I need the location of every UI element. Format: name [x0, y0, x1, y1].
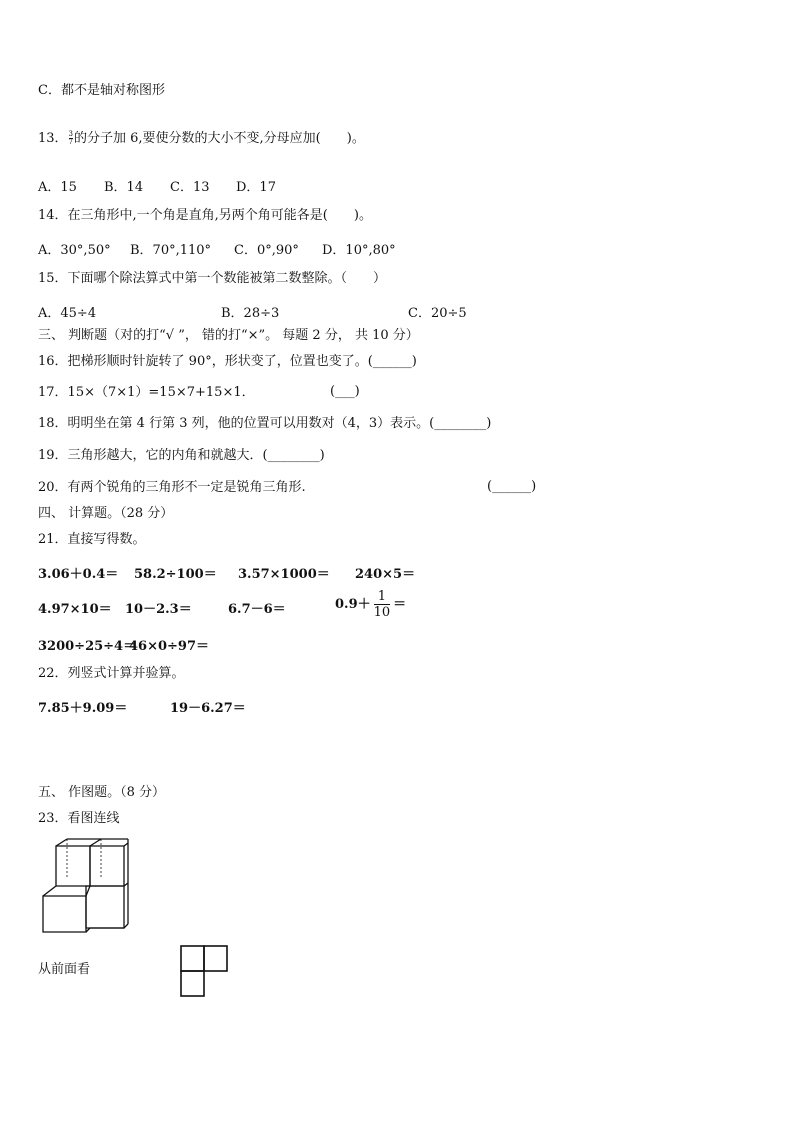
q17-question: 17．15×（7×1）=15×7+15×1． — [38, 385, 255, 400]
q22-expr-1: 7.85＋9.09＝ — [38, 701, 128, 716]
q17-answer-blank: (___) — [330, 384, 360, 399]
q13-frac-num: 3 — [68, 130, 74, 138]
q21-expr-8-den: 10 — [373, 605, 391, 620]
q15-option-b: B．28÷3 — [221, 306, 280, 321]
q13-frac-den: 7 — [68, 138, 74, 146]
q18-question: 18．明明坐在第 4 行第 3 列，他的位置可以用数对（4，3）表示。(________) — [38, 416, 492, 431]
q13-option-d: D．17 — [236, 180, 276, 195]
q21-expr-8-fraction — [374, 589, 391, 620]
q13-number: 13． — [38, 131, 68, 146]
q21-expr-10: 46×0÷97＝ — [129, 639, 210, 654]
q15-option-a: A．45÷4 — [38, 306, 97, 321]
q12-option-c: C．都不是轴对称图形 — [38, 83, 165, 98]
q13-text: 的分子加 6,要使分数的大小不变,分母应加( )。 — [74, 131, 365, 146]
q21-expr-3: 3.57×1000＝ — [238, 567, 330, 582]
section-3-heading: 三、 判断题（对的打“√ ”， 错的打“×”。 每题 2 分， 共 10 分） — [38, 328, 419, 343]
q21-expr-6: 10－2.3＝ — [125, 602, 192, 617]
q21-expr-7: 6.7－6＝ — [228, 602, 286, 617]
q20-question: 20．有两个锐角的三角形不一定是锐角三角形. — [38, 480, 306, 495]
q15-question: 15．下面哪个除法算式中第一个数能被第二数整除。（ ） — [38, 271, 387, 286]
section-5-heading: 五、 作图题。（8 分） — [38, 785, 166, 800]
q21-expr-8-num: 1 — [377, 589, 387, 604]
q16-question: 16．把梯形顺时针旋转了 90°，形状变了，位置也变了。(______) — [38, 354, 417, 369]
q20-answer-blank: (______) — [487, 479, 537, 494]
q21-expr-2: 58.2÷100＝ — [134, 567, 217, 582]
q15-option-c: C．20÷5 — [408, 306, 467, 321]
q21-title: 21．直接写得数。 — [38, 532, 146, 547]
front-view-grid-figure — [179, 944, 231, 999]
q14-option-a: A．30°,50° — [38, 243, 111, 258]
q14-question: 14．在三角形中,一个角是直角,另两个角可能各是( )。 — [38, 208, 372, 223]
q21-expr-9: 3200÷25÷4＝ — [38, 639, 137, 654]
q14-option-b: B．70°,110° — [130, 243, 212, 258]
q21-expr-4: 240×5＝ — [355, 567, 416, 582]
q13-option-a: A．15 — [38, 180, 77, 195]
q23-title: 23．看图连线 — [38, 811, 120, 826]
q13-option-c: C．13 — [170, 180, 210, 195]
q13-question — [38, 130, 365, 148]
q21-expr-5: 4.97×10＝ — [38, 602, 112, 617]
q13-fraction — [69, 131, 73, 146]
q14-option-d: D．10°,80° — [322, 243, 396, 258]
cube-stack-figure — [38, 838, 132, 934]
q21-expr-1: 3.06＋0.4＝ — [38, 567, 119, 582]
q13-option-b: B．14 — [104, 180, 144, 195]
front-view-label: 从前面看 — [38, 962, 91, 977]
section-4-heading: 四、 计算题。（28 分） — [38, 506, 174, 521]
q21-expr-8 — [335, 589, 406, 620]
q22-expr-2: 19－6.27＝ — [170, 701, 246, 716]
q21-expr-8-suffix: ＝ — [393, 597, 407, 612]
q22-title: 22．列竖式计算并验算。 — [38, 666, 185, 681]
q21-expr-8-prefix: 0.9＋ — [335, 597, 371, 612]
q19-question: 19．三角形越大，它的内角和就越大．(________) — [38, 448, 325, 463]
q14-option-c: C．0°,90° — [234, 243, 299, 258]
